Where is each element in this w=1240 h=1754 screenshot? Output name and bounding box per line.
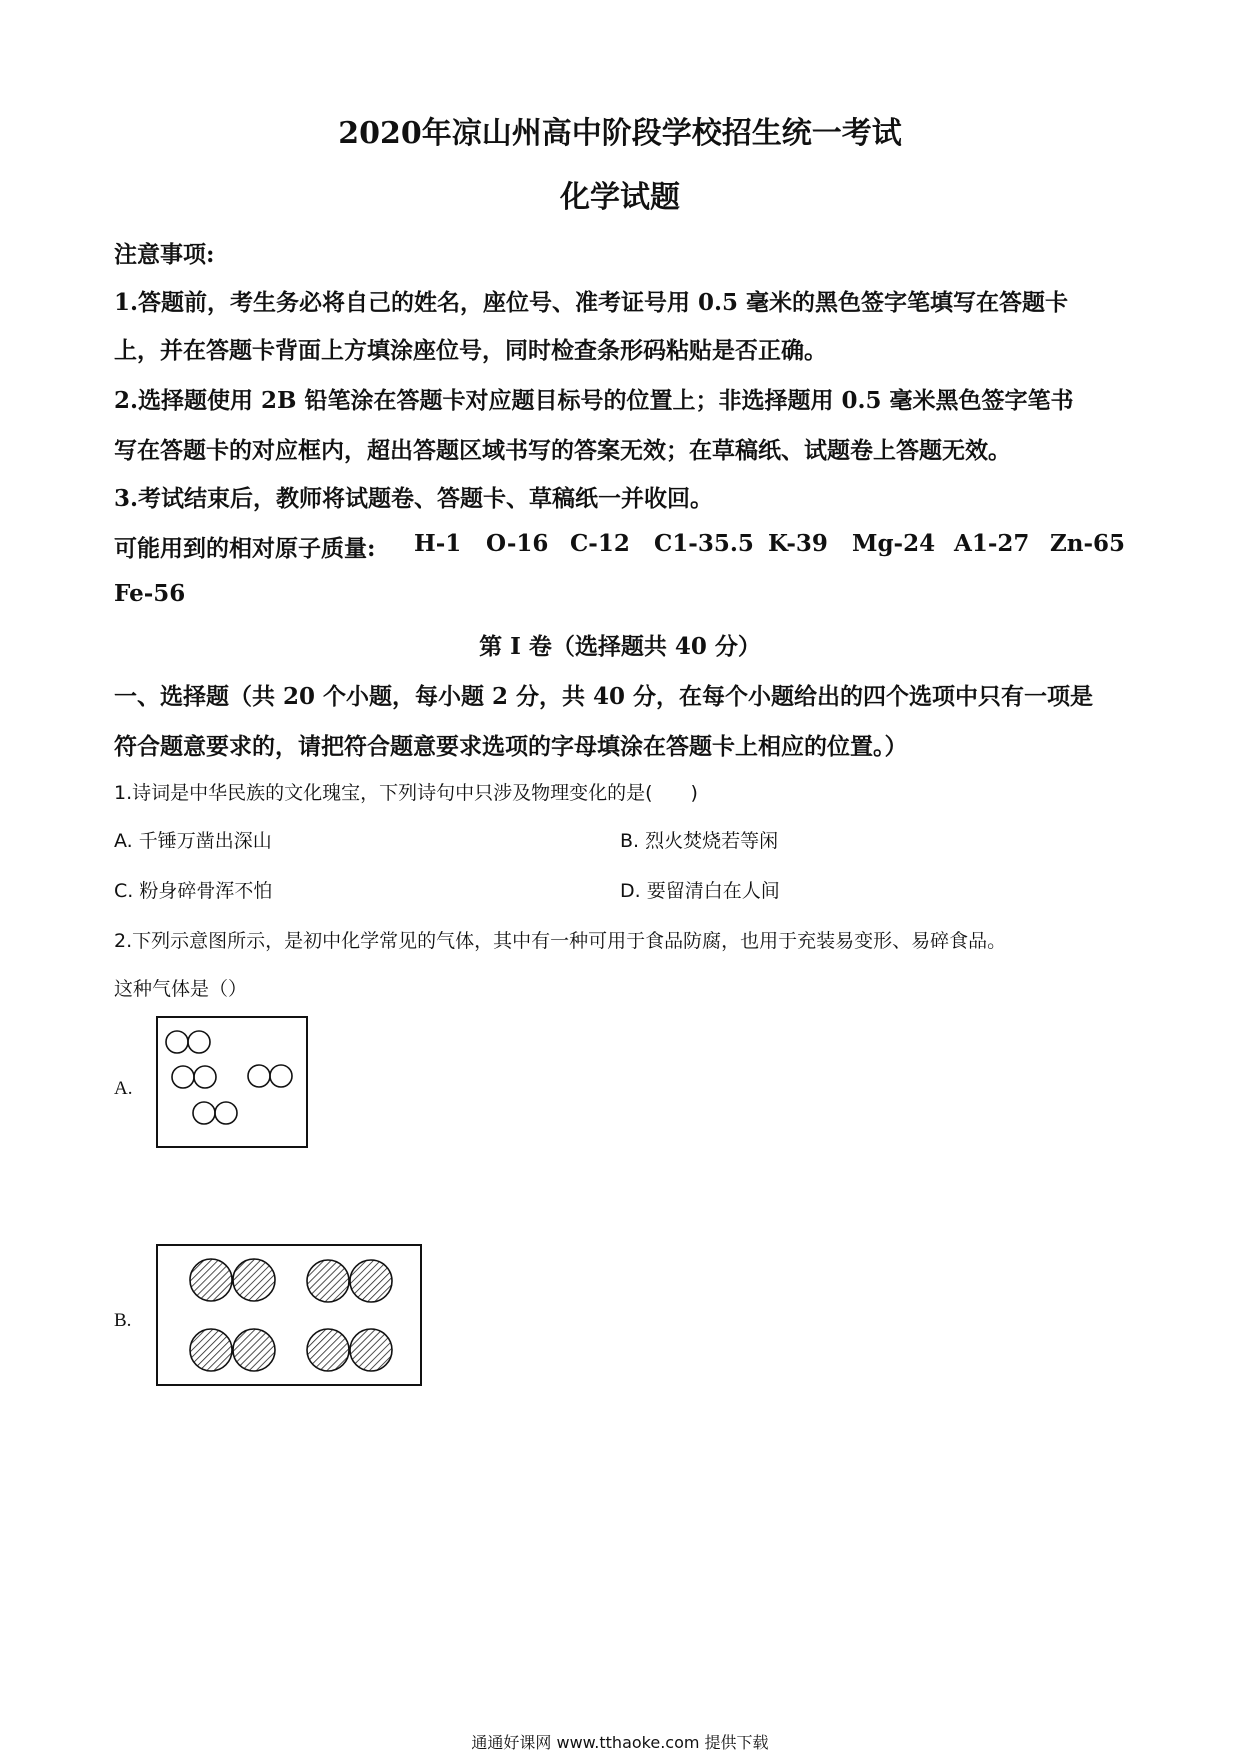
question-2-option-a-label: A.	[114, 1078, 133, 1099]
question-1-option-a: A. 千锤万凿出深山	[114, 830, 272, 852]
atomic-mass-mg: Mg-24	[852, 530, 936, 557]
question-1-stem: 1.诗词是中华民族的文化瑰宝，下列诗句中只涉及物理变化的是( )	[114, 782, 698, 804]
notice-item-2-line2: 写在答题卡的对应框内，超出答题区域书写的答案无效；在草稿纸、试题卷上答题无效。	[114, 437, 1011, 464]
question-1-option-d: D. 要留清白在人间	[620, 880, 780, 902]
section-title: 第 I 卷（选择题共 40 分）	[479, 633, 761, 660]
atomic-mass-fe: Fe-56	[114, 580, 186, 607]
exam-title: 2020年凉山州高中阶段学校招生统一考试	[338, 116, 902, 151]
notice-heading: 注意事项:	[114, 241, 215, 268]
notice-item-1-line1: 1.答题前，考生务必将自己的姓名，座位号、准考证号用 0.5 毫米的黑色签字笔填写在答题卡	[114, 289, 1069, 316]
part1-instructions-line1: 一、选择题（共 20 个小题，每小题 2 分，共 40 分，在每个小题给出的四个选项中只有一项是	[114, 683, 1094, 710]
question-2-option-b-label: B.	[114, 1310, 132, 1331]
part1-instructions-line2: 符合题意要求的，请把符合题意要求选项的字母填涂在答题卡上相应的位置。）	[114, 733, 908, 760]
footer-source: 通通好课网 www.tthaoke.com 提供下载	[471, 1733, 769, 1752]
atomic-mass-cl: C1-35.5	[654, 530, 754, 557]
notice-item-1-line2: 上，并在答题卡背面上方填涂座位号，同时检查条形码粘贴是否正确。	[114, 337, 827, 364]
question-2-stem-line2: 这种气体是（）	[114, 978, 248, 1000]
molecule-diagram-b	[156, 1244, 422, 1386]
notice-item-3: 3.考试结束后，教师将试题卷、答题卡、草稿纸一并收回。	[114, 485, 714, 512]
question-1-option-c: C. 粉身碎骨浑不怕	[114, 880, 273, 902]
question-1-option-b: B. 烈火焚烧若等闲	[620, 830, 779, 852]
notice-item-2-line1: 2.选择题使用 2B 铅笔涂在答题卡对应题目标号的位置上；非选择题用 0.5 毫米黑色签字笔书	[114, 387, 1074, 414]
atomic-mass-o: O-16	[486, 530, 549, 557]
exam-subtitle: 化学试题	[560, 180, 680, 215]
atomic-mass-al: A1-27	[954, 530, 1030, 557]
molecule-diagram-a	[156, 1016, 308, 1148]
atomic-mass-c: C-12	[570, 530, 630, 557]
atomic-mass-zn: Zn-65	[1050, 530, 1126, 557]
atomic-mass-label: 可能用到的相对原子质量:	[114, 535, 376, 562]
atomic-mass-h: H-1	[414, 530, 462, 557]
question-2-stem-line1: 2.下列示意图所示，是初中化学常见的气体，其中有一种可用于食品防腐，也用于充装易变形、易碎食品。	[114, 930, 1007, 952]
atomic-mass-k: K-39	[768, 530, 828, 557]
